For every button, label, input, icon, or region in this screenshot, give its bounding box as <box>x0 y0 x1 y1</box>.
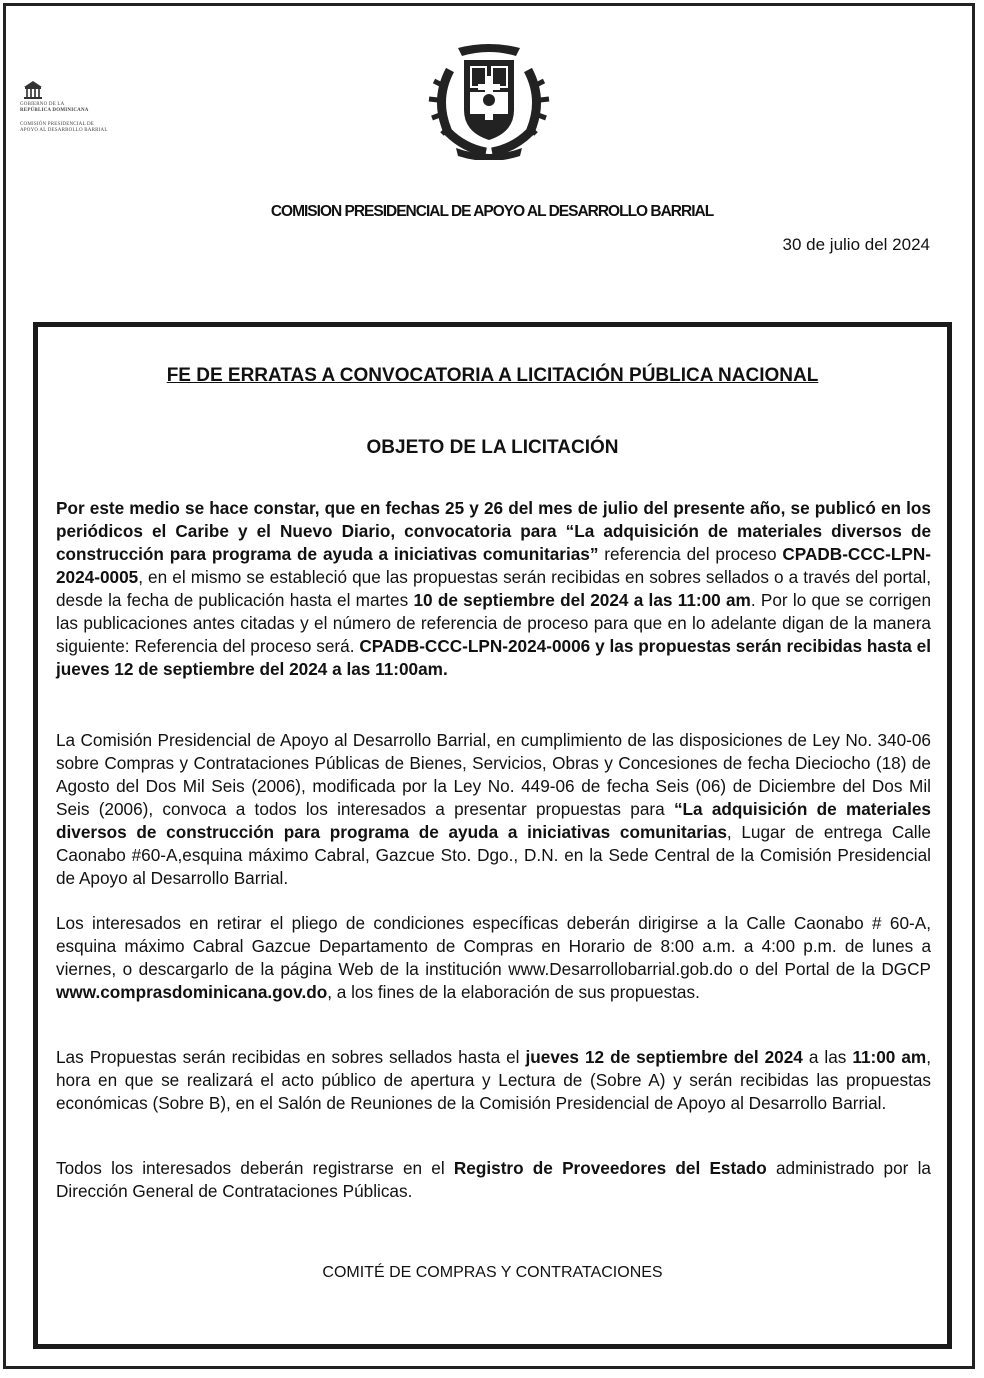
committee-signature: COMITÉ DE COMPRAS Y CONTRATACIONES <box>322 1264 663 1281</box>
coat-of-arms-icon <box>420 40 558 160</box>
deadline-date: jueves 12 de septiembre del 2024 <box>525 1047 803 1067</box>
paragraph-registry <box>56 1157 931 1203</box>
text: , a los fines de la elaboración de sus propuestas. <box>327 982 700 1002</box>
text: Todos los interesados deberán registrarse en el <box>56 1158 454 1178</box>
paragraph-reception <box>56 1046 931 1115</box>
paragraph-documents <box>56 912 931 1004</box>
ministry-logo <box>20 80 145 142</box>
agency-name: COMISION PRESIDENCIAL DE APOYO AL DESARROLLO BARRIAL <box>270 203 714 220</box>
text: referencia del proceso <box>598 544 783 564</box>
process-reference-old: CPADB-CCC-LPN-2024-0005 <box>56 544 931 587</box>
building-emblem-icon <box>22 80 44 100</box>
text-bold: Por este medio se hace constar, que en fechas 25 y 26 del mes de julio del presente año, se publicó en los periódicos el Caribe y el Nuevo Diario, convocatoria para “La adquisición de materiales diversos de construcción para programa de ayuda a iniciativas comunitarias” <box>56 498 931 564</box>
paragraph-errata <box>56 497 931 681</box>
text: , hora en que se realizará el acto público de apertura y Lectura de (Sobre A) y serán recibidas las propuestas económicas (Sobre B), en el Salón de Reuniones de la Comisión Presidencial de Apoyo al Desarrollo Barrial. <box>56 1047 931 1113</box>
notice-subtitle: OBJETO DE LA LICITACIÓN <box>366 437 619 458</box>
text: , en el mismo se estableció que las propuestas serán recibidas en sobres sellados o a través del portal, desde la fecha de publicación hasta el martes <box>56 567 931 610</box>
notice-date: 30 de julio del 2024 <box>782 235 930 254</box>
text: , Lugar de entrega Calle Caonabo #60-A,esquina máximo Cabral, Gazcue Sto. Dgo., D.N. en la Sede Central de la Comisión Presidencial de Apoyo al Desarrollo Barrial. <box>56 822 931 888</box>
logo-line: REPÚBLICA DOMINICANA <box>20 108 89 113</box>
portal-url: www.comprasdominicana.gov.do <box>56 982 328 1002</box>
notice-box <box>33 322 952 1349</box>
old-deadline: 10 de septiembre del 2024 a las 11:00 am <box>413 590 751 610</box>
text: . Por lo que se corrigen las publicaciones antes citadas y el número de referencia de proceso para que en lo adelante digan de la manera siguiente: Referencia del proceso será. <box>56 590 931 656</box>
text: Los interesados en retirar el pliego de condiciones específicas deberán dirigirse a la Calle Caonabo # 60-A, esquina máximo Cabral Gazcue Departamento de Compras en Horario de 8:00 a.m. a 4:00 p.m. de lunes a viernes, o descargarlo de la página Web de la institución www.Desarrollobarrial.gob.do o del Portal de la DGCP <box>56 913 931 979</box>
deadline-time: 11:00 am <box>852 1047 927 1067</box>
tender-object: “La adquisición de materiales diversos de construcción para programa de ayuda a iniciativas comunitarias <box>56 799 931 842</box>
new-reference-and-deadline: CPADB-CCC-LPN-2024-0006 y las propuestas serán recibidas hasta el jueves 12 de septiembre del 2024 a las 11:00am. <box>56 636 931 679</box>
paragraph-call <box>56 729 931 890</box>
text: Las Propuestas serán recibidas en sobres sellados hasta el <box>56 1047 526 1067</box>
text: a las <box>802 1047 853 1067</box>
logo-line: COMISIÓN PRESIDENCIAL DE <box>20 122 95 127</box>
text: La Comisión Presidencial de Apoyo al Desarrollo Barrial, en cumplimiento de las disposiciones de Ley No. 340-06 sobre Compras y Contrataciones Públicas de Bienes, Servicios, Obras y Concesiones de fecha Dieciocho (18) de Agosto del Dos Mil Seis (2006), modificada por la Ley No. 449-06 de fecha Seis (06) de Diciembre del Dos Mil Seis (2006), convoca a todos los interesados a presentar propuestas para <box>56 730 931 819</box>
logo-line: GOBIERNO DE LA <box>20 102 65 107</box>
text: administrado por la Dirección General de Contrataciones Públicas. <box>56 1158 931 1201</box>
notice-title: FE DE ERRATAS A CONVOCATORIA A LICITACIÓN PÚBLICA NACIONAL <box>166 365 819 386</box>
supplier-registry: Registro de Proveedores del Estado <box>453 1158 767 1178</box>
logo-line: APOYO AL DESARROLLO BARRIAL <box>20 128 108 133</box>
